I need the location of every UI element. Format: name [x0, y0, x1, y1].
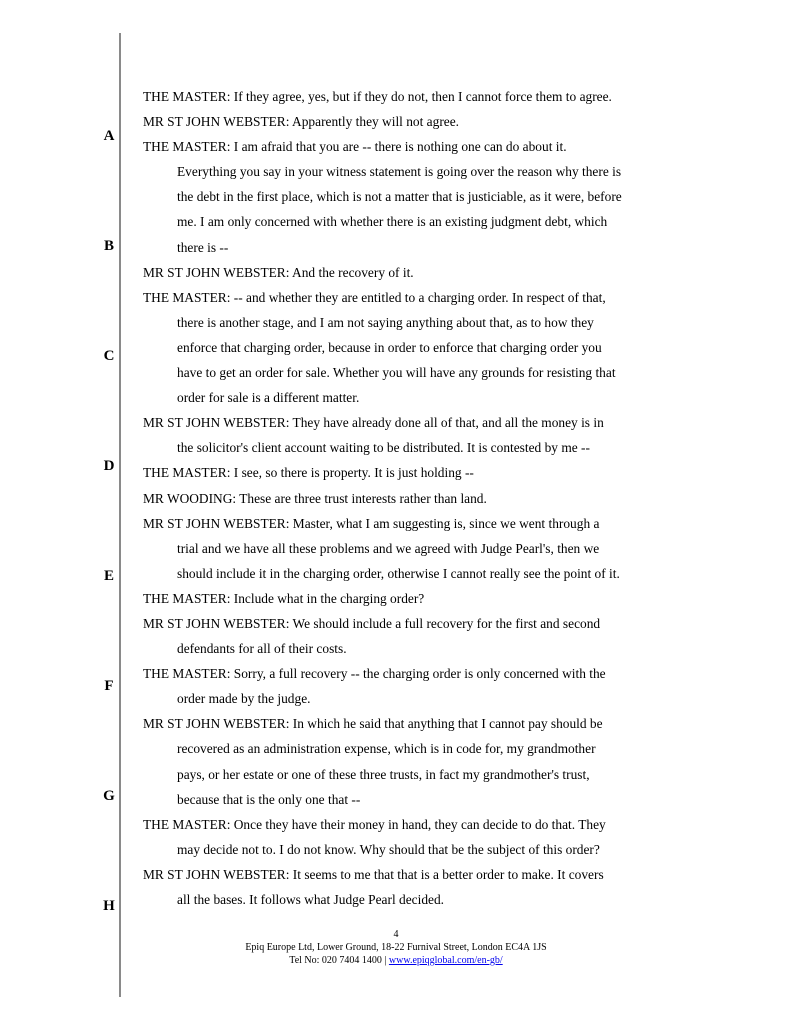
speech-continuation-line: all the bases. It follows what Judge Pearl decided.: [177, 892, 444, 907]
speech-continuation-line: order made by the judge.: [177, 691, 311, 707]
footer-website-link[interactable]: www.epiqglobal.com/en-gb/: [388, 955, 503, 966]
speech-continuation-line: there is another stage, and I am not saying anything about that, as to how they: [177, 314, 594, 330]
margin-rule: [119, 33, 121, 997]
speech-turn: [143, 586, 673, 611]
speech-first-line: MR ST JOHN WEBSTER: It seems to me that that is a better order to make. It covers: [143, 866, 604, 882]
speech-continuation-line: order for sale is a different matter.: [177, 390, 360, 406]
speech-continuation-line: should include it in the charging order, otherwise I cannot really see the point of it.: [177, 565, 620, 581]
speech-turn: [143, 260, 673, 285]
speech-continuation-line: the debt in the first place, which is not a matter that is justiciable, as it were, before: [177, 189, 622, 205]
page-number: 4: [393, 929, 399, 940]
margin-letter-d: D: [103, 458, 115, 474]
speech-first-line: THE MASTER: Include what in the charging order?: [143, 590, 425, 606]
footer-tel: Tel No: 020 7404 1400 |: [289, 955, 389, 966]
speech-turn: [143, 486, 673, 511]
transcript-body: [143, 84, 673, 912]
speech-first-line: THE MASTER: Once they have their money in hand, they can decide to do that. They: [143, 816, 606, 832]
speech-first-line: MR WOODING: These are three trust interests rather than land.: [143, 490, 487, 506]
margin-letter-c: C: [103, 348, 115, 364]
speech-continuation-line: me. I am only concerned with whether there is an existing judgment debt, which: [177, 214, 608, 230]
speech-first-line: MR ST JOHN WEBSTER: Master, what I am suggesting is, since we went through a: [143, 515, 600, 531]
speech-turn: [143, 661, 673, 711]
speech-continuation-line: have to get an order for sale. Whether you will have any grounds for resisting that: [177, 365, 616, 381]
footer-company-line: Epiq Europe Ltd, Lower Ground, 18-22 Furnival Street, London EC4A 1JS: [245, 942, 547, 953]
speech-first-line: MR ST JOHN WEBSTER: Apparently they will not agree.: [143, 114, 460, 130]
margin-letter-b: B: [103, 238, 114, 254]
margin-letter-e: E: [103, 568, 114, 584]
speech-continuation-line: enforce that charging order, because in order to enforce that charging order you: [177, 339, 602, 355]
speech-turn: [143, 109, 673, 134]
speech-continuation-line: may decide not to. I do not know. Why should that be the subject of this order?: [177, 841, 600, 857]
speech-turn: [143, 611, 673, 661]
speech-continuation-line: recovered as an administration expense, which is in code for, my grandmother: [177, 741, 596, 757]
margin-letter-g: G: [103, 788, 115, 804]
speech-first-line: MR ST JOHN WEBSTER: And the recovery of it.: [143, 264, 414, 280]
speech-first-line: MR ST JOHN WEBSTER: They have already done all of that, and all the money is in: [143, 415, 604, 431]
speech-turn: [143, 460, 673, 485]
speech-turn: [143, 134, 673, 259]
speech-continuation-line: trial and we have all these problems and we agreed with Judge Pearl's, then we: [177, 540, 600, 556]
speech-continuation-line: there is --: [177, 239, 229, 255]
speech-continuation-line: the solicitor's client account waiting to be distributed. It is contested by me --: [177, 440, 590, 456]
speech-continuation-line: pays, or her estate or one of these three trusts, in fact my grandmother's trust,: [177, 766, 590, 782]
speech-turn: [143, 511, 673, 586]
speech-turn: [143, 711, 673, 811]
speech-continuation-line: defendants for all of their costs.: [177, 641, 347, 657]
speech-first-line: THE MASTER: Sorry, a full recovery -- the charging order is only concerned with the: [143, 666, 606, 682]
speech-first-line: THE MASTER: If they agree, yes, but if they do not, then I cannot force them to agree.: [143, 89, 612, 104]
speech-first-line: MR ST JOHN WEBSTER: We should include a full recovery for the first and second: [143, 615, 601, 631]
speech-first-line: THE MASTER: I am afraid that you are -- there is nothing one can do about it.: [143, 139, 567, 155]
footer-contact-line: [0, 955, 792, 967]
speech-turn: [143, 812, 673, 862]
margin-letter-h: H: [103, 898, 115, 914]
speech-first-line: THE MASTER: -- and whether they are entitled to a charging order. In respect of that,: [143, 289, 606, 305]
speech-turn: [143, 84, 673, 109]
margin-letter-f: F: [104, 678, 114, 694]
speech-turn: [143, 862, 673, 912]
speech-turn: [143, 410, 673, 460]
speech-first-line: MR ST JOHN WEBSTER: In which he said that anything that I cannot pay should be: [143, 716, 603, 732]
speech-continuation-line: Everything you say in your witness statement is going over the reason why there is: [177, 164, 622, 180]
margin-letter-a: A: [103, 128, 115, 144]
speech-turn: [143, 285, 673, 410]
speech-continuation-line: because that is the only one that --: [177, 791, 361, 807]
speech-first-line: THE MASTER: I see, so there is property. It is just holding --: [143, 465, 474, 481]
